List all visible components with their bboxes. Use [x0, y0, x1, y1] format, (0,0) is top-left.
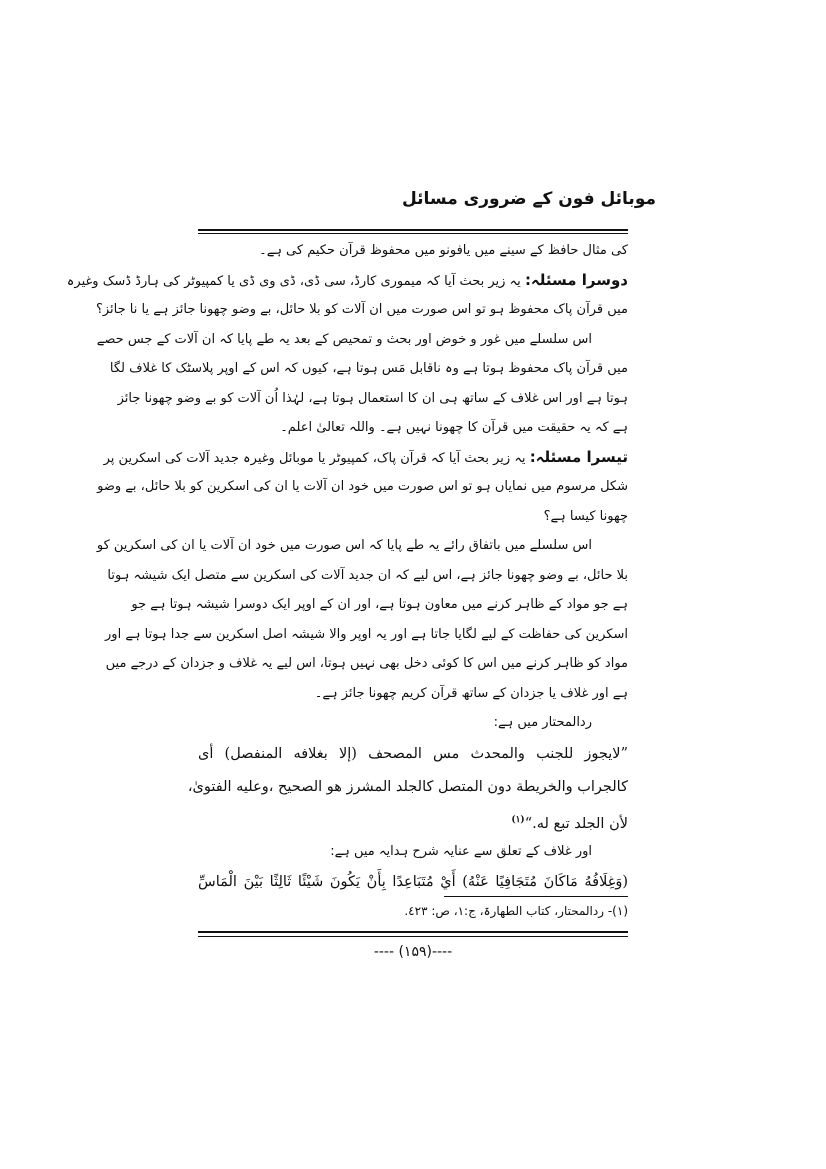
text-line — [96, 531, 628, 561]
header-rule-thick — [198, 229, 628, 231]
text-line — [198, 679, 628, 709]
arabic-quote-line: ”لایجوز للجنب والمحدث مس المصحف (إلا بغلافه المنفصل) أی — [198, 745, 628, 762]
line-text: کی مثال حافظ کے سینے میں یافونو میں محفوظ قرآن حکیم کی ہے۔ — [259, 243, 628, 258]
line-text: ہے جو مواد کے ظاہر کرنے میں معاون ہوتا ہے، اور ان کے اوپر ایک دوسرا شیشہ ہوتا ہے جو — [131, 597, 628, 612]
line-text: ہوتا ہے اور اس غلاف کے ساتھ ہی ان کا استعمال ہوتا ہے، لہٰذا اُن آلات کو بے وضو چھونا جائز — [117, 390, 628, 406]
text-line — [109, 354, 628, 384]
text-line — [198, 708, 628, 738]
footnote-separator — [444, 896, 628, 897]
arabic-quote-line — [198, 804, 628, 837]
text-line — [97, 472, 628, 502]
line-text: میں قرآن پاک محفوظ ہو تو اس صورت میں ان آلات کو بلا حائل، بے وضو چھونا جائز ہے یا نا جائز؟ — [95, 302, 628, 317]
line-text: چھونا کیسا ہے؟ — [543, 508, 628, 524]
line-text: ہے کہ یہ حقیقت میں قرآن کا چھونا نہیں ہے۔ واللہ تعالیٰ اعلم۔ — [280, 420, 628, 435]
running-header: موبائل فون کے ضروری مسائل — [401, 189, 656, 209]
line-text: اس سلسلے میں باتفاق رائے یہ طے پایا کہ اس صورت میں خود ان آلات یا ان کی اسکرین کو — [96, 538, 592, 553]
text-line — [103, 443, 628, 473]
line-text: یہ زیر بحث آیا کہ قرآن پاک، کمپیوٹر یا موبائل وغیرہ جدید آلات کی اسکرین پر — [103, 450, 526, 466]
text-line — [107, 561, 628, 591]
arabic-quote-line: کالجراب والخریطة دون المتصل کالجلد المشرز هو الصحیح ،وعلیه الفتویٰ، — [187, 778, 628, 795]
quote-text: لأن الجلد تبع له.“ — [524, 815, 628, 832]
line-text: یہ زیر بحث آیا کہ میموری کارڈ، سی ڈی، ڈی وی ڈی یا کمپیوٹر کی ہارڈ ڈسک وغیرہ — [66, 273, 521, 289]
footer-rule-thin — [198, 936, 628, 937]
text-line — [95, 295, 628, 325]
line-text: اور غلاف کے تعلق سے عنایہ شرح ہدایہ میں ہے: — [330, 843, 592, 859]
footnote: (۱)- ردالمحتار، کتاب الطھارۃ، ج:۱، ص: ٤٢٣. — [404, 904, 628, 918]
text-line — [131, 590, 628, 620]
text-line — [198, 837, 628, 867]
text-line — [105, 620, 628, 650]
text-line — [198, 502, 628, 532]
header-rule-thin — [198, 233, 628, 234]
page-number: ---- (۱۵۹)---- — [373, 944, 453, 960]
line-text: میں قرآن پاک محفوظ ہوتا ہے وہ ناقابل مَس ہوتا ہے، کیوں کہ اس کے اوپر پلاسٹک کا غلاف لگا — [109, 361, 628, 376]
issue-heading: دوسرا مسئلہ: — [524, 270, 628, 289]
body-text — [66, 236, 628, 899]
footnote-reference: (۱) — [511, 814, 525, 825]
line-text: بلا حائل، بے وضو چھونا جائز ہے، اس لیے کہ ان جدید آلات کی اسکرین سے متصل ایک شیشہ ہوتا — [107, 567, 628, 583]
text-line — [105, 649, 628, 679]
line-text: ردالمحتار میں ہے: — [493, 715, 592, 730]
line-text: مواد کو ظاہر کرنے میں اس کا کوئی دخل بھی نہیں ہوتا، اس لیے یہ غلاف و جزدان کے درجے میں — [105, 656, 628, 671]
text-line — [96, 325, 628, 355]
footer-rule-thick — [198, 931, 628, 933]
line-text: شکل مرسوم میں نمایاں ہو تو اس صورت میں خود ان آلات یا ان کی اسکرین کو بلا حائل، بے وضو — [97, 479, 628, 494]
arabic-commentary-line: (وَغِلَافُهُ مَاكَانَ مُتَجَافِيًا عَنْهُ) أَيْ مُتَبَاعِدًا بِأَنْ يَكُونَ شَيْئًا ثَالِثًا بَيْنَ الْمَاسِّ — [198, 874, 628, 890]
text-line — [198, 236, 628, 266]
text-line — [66, 266, 628, 296]
line-text: اس سلسلے میں غور و خوض اور بحث و تمحیص کے بعد یہ طے پایا کہ ان آلات کے جس حصے — [96, 331, 592, 347]
line-text: ہے اور غلاف یا جزدان کے ساتھ قرآن کریم چھونا جائز ہے۔ — [314, 685, 628, 701]
line-text: اسکرین کی حفاظت کے لیے لگایا جاتا ہے اور یہ اوپر والا شیشہ اصل اسکرین سے جدا ہوتا ہے اور — [105, 626, 628, 642]
text-line — [198, 413, 628, 443]
text-line — [117, 384, 628, 414]
issue-heading: تیسرا مسئلہ: — [529, 447, 628, 466]
